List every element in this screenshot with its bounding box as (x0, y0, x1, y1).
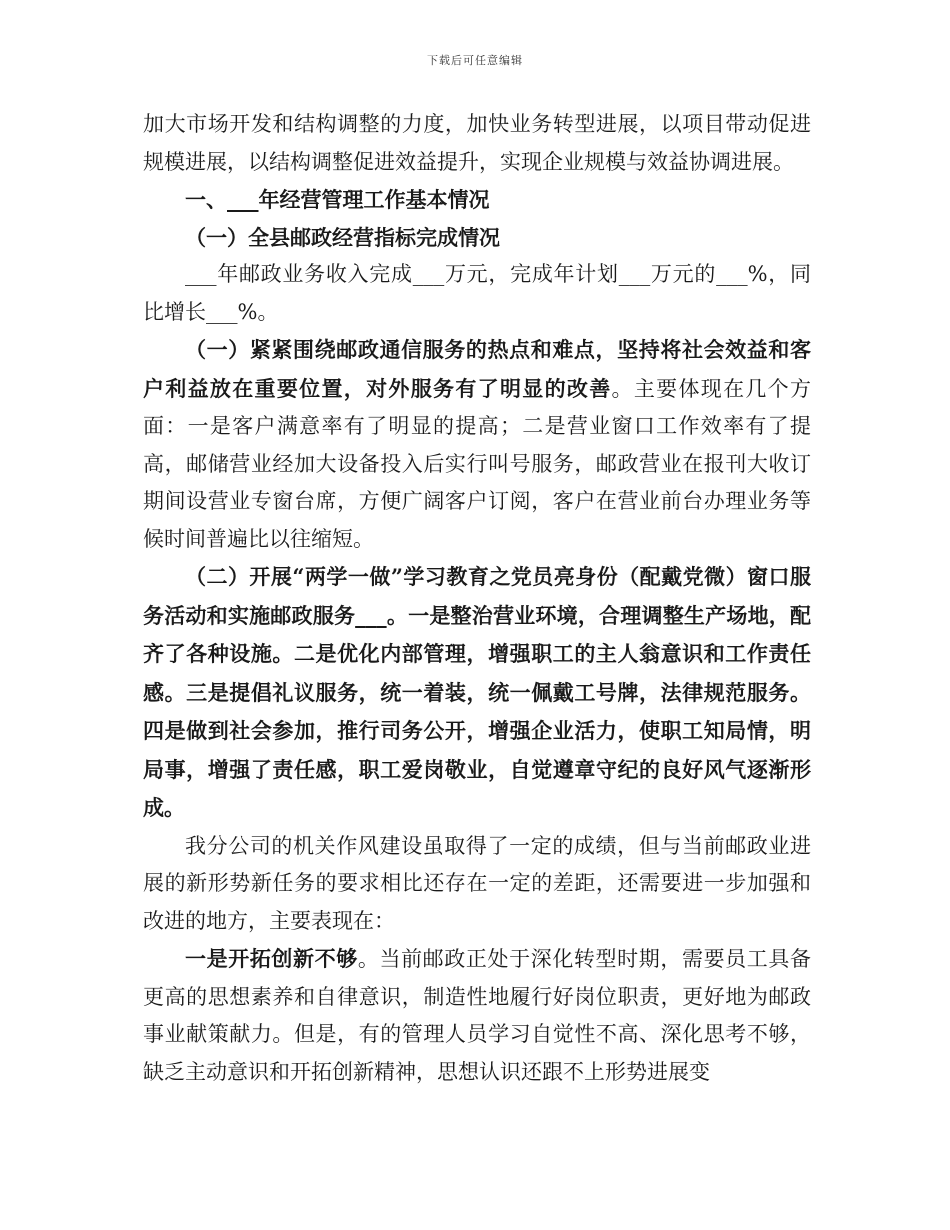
paragraph-service-body: 。主要体现在几个方面：一是客户满意率有了明显的提高；二是营业窗口工作效率有了提高，邮储营业经加大设备投入后实行叫号服务，邮政营业在报刊大收订期间设营业专窗台席，方便广阔客户订阅，客户在营业前台办理业务等候时间普遍比以往缩短。 (143, 376, 811, 551)
paragraph-innovation-lead: 一是开拓创新不够 (185, 946, 358, 971)
paragraph-service-lead: （一）紧紧围绕邮政通信服务的热点和难点，坚持将社会效益和客户利益放在重要位置，对外服务有了明显的改善 (143, 337, 811, 401)
paragraph-innovation (143, 940, 811, 1091)
section-heading: 一、___年经营管理工作基本情况 (185, 187, 490, 212)
paragraph-intro: 加大市场开发和结构调整的力度，加快业务转型进展，以项目带动促进规模进展，以结构调整促进效益提升，实现企业规模与效益协调进展。 (143, 112, 811, 174)
paragraph-service-improvement (143, 331, 811, 558)
page-header-note: 下载后可任意编辑 (427, 54, 523, 67)
paragraph-revenue: ___年邮政业务收入完成___万元，完成年计划___万元的___%，同比增长___%。 (143, 262, 811, 324)
paragraph-shortcomings: 我分公司的机关作风建设虽取得了一定的成绩，但与当前邮政业进展的新形势新任务的要求相比还存在一定的差距，还需要进一步加强和改进的地方，主要表现在： (143, 833, 811, 933)
subsection-heading: （一）全县邮政经营指标完成情况 (185, 224, 500, 250)
document-body (143, 106, 811, 1091)
paragraph-window-service: （二）开展“两学一做”学习教育之党员亮身份（配戴党微）窗口服务活动和实施邮政服务___。一是整治营业环境，合理调整生产场地，配齐了各种设施。二是优化内部管理，增强职工的主人翁意识和工作责任感。三是提倡礼议服务，统一着装，统一佩戴工号牌，法律规范服务。四是做到社会参加，推行司务公开，增强企业活力，使职工知局情，明局事，增强了责任感，职工爱岗敬业，自觉遵章守纪的良好风气逐渐形成。 (143, 564, 811, 820)
paragraph-innovation-body: 。当前邮政正处于深化转型时期，需要员工具备更高的思想素养和自律意识，制造性地履行好岗位职责，更好地为邮政事业献策献力。但是，有的管理人员学习自觉性不高、深化思考不够，缺乏主动意识和开拓创新精神，思想认识还跟不上形势进展变 (143, 947, 812, 1084)
